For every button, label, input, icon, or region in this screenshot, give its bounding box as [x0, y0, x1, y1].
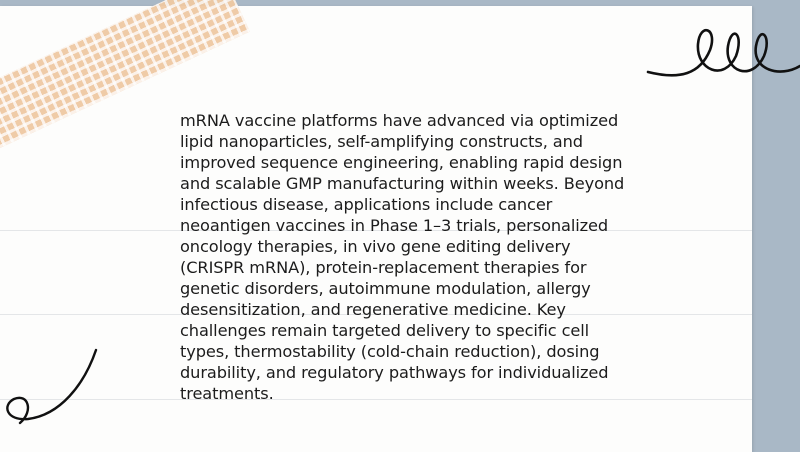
loop-doodle-top-right: [640, 10, 800, 90]
body-paragraph: mRNA vaccine platforms have advanced via optimized lipid nanoparticles, self-amplifying constructs, and improved sequence engineering, enabling rapid design and scalable GMP manufacturing within weeks. Beyond infectious disease, applications include cancer neoantigen vaccines in Phase 1–3 trials, personalized oncology therapies, in vivo gene editing delivery (CRISPR mRNA), protein-replacement therapies for genetic disorders, autoimmune modulation, allergy desensitization, and regenerative medicine. Key challenges remain targeted delivery to specific cell types, thermostability (cold-chain reduction), dosing durability, and regulatory pathways for individualized treatments.: [180, 111, 625, 403]
curl-doodle-bottom-left: [0, 345, 110, 430]
